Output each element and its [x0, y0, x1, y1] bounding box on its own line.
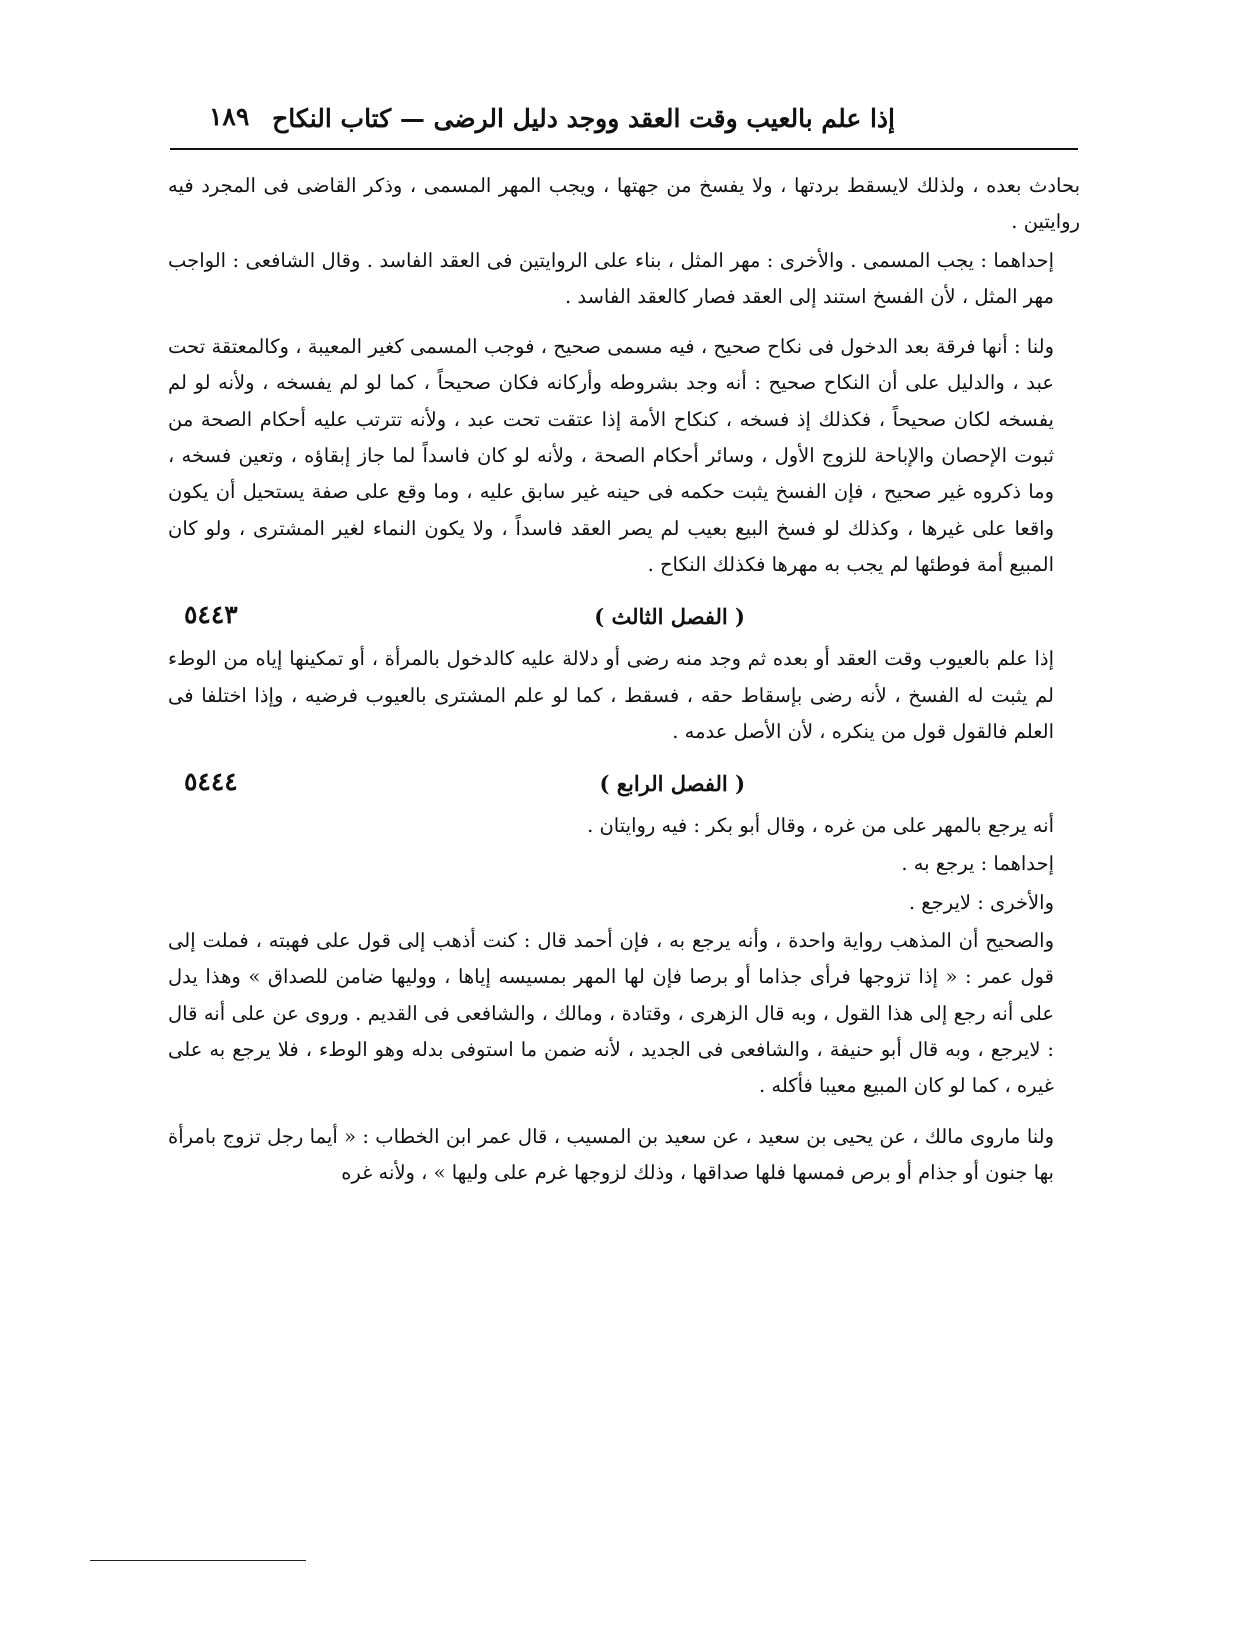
paragraph: ولنا ماروى مالك ، عن يحيى بن سعيد ، عن سعيد بن المسيب ، قال عمر ابن الخطاب : « أيما رجل تزوج بامرأة بها جنون أو جذام أو برص فمسها فلها صداقها ، وذلك لزوجها غرم على وليها » ، ولأنه غره — [168, 1124, 1054, 1184]
section-title: ( الفصل الرابع ) — [599, 771, 745, 797]
section-title: ( الفصل الثالث ) — [594, 604, 745, 630]
text-line: إحداهما : يرجع به . — [901, 852, 1054, 876]
text-line: والأخرى : لايرجع . — [908, 890, 1054, 914]
page-number: ١٨٩ — [209, 102, 250, 131]
body-text — [168, 168, 1080, 1205]
paragraph: إذا علم بالعيوب وقت العقد أو بعده ثم وجد منه رضى أو دلالة عليه كالدخول بالمرأة ، أو تمكينها إياه من الوطء لم يثبت له الفسخ ، لأنه رضى بإسقاط حقه ، فسقط ، كما لو علم المشترى بالعيوب فرضيه ، وإذا اختلفا فى العلم فالقول قول من ينكره ، لأن الأصل عدمه . — [168, 647, 1054, 743]
running-title: إذا علم بالعيب وقت العقد ووجد دليل الرضى — كتاب النكاح — [272, 104, 895, 133]
paragraph: والصحيح أن المذهب رواية واحدة ، وأنه يرجع به ، فإن أحمد قال : كنت أذهب إلى قول على فهبته ، فملت إلى قول عمر : « إذا تزوجها فرأى جذاما أو برصا فإن لها المهر بمسيسه إياها ، ووليها ضامن للصداق » وهذا يدل على أنه رجع إلى هذا القول ، وبه قال الزهرى ، وقتادة ، ومالك ، والشافعى فى القديم . وروى عن على أنه قال : لايرجع ، وبه قال أبو حنيفة ، والشافعى فى الجديد ، لأنه ضمن ما استوفى بدله وهو الوطء ، فلا يرجع به على غيره ، كما لو كان المبيع معيبا فأكله . — [168, 929, 1054, 1098]
section-number: ٥٤٤٤ — [184, 767, 238, 797]
paragraph: إحداهما : يجب المسمى . والأخرى : مهر المثل ، بناء على الروايتين فى العقد الفاسد . وقال الشافعى : الواجب مهر المثل ، لأن الفسخ استند إلى العقد فصار كالعقد الفاسد . — [168, 248, 1054, 308]
text-line: أنه يرجع بالمهر على من غره ، وقال أبو بكر : فيه روايتان . — [587, 814, 1054, 838]
section-heading-3 — [168, 597, 1080, 635]
section-heading-4 — [168, 764, 1080, 802]
header-rule — [170, 148, 1078, 150]
running-head — [195, 98, 895, 144]
section-number: ٥٤٤٣ — [184, 600, 238, 630]
paragraph: ولنا : أنها فرقة بعد الدخول فى نكاح صحيح ، فيه مسمى صحيح ، فوجب المسمى كغير المعيبة ، وكالمعتقة تحت عبد ، والدليل على أن النكاح صحيح : أنه وجد بشروطه وأركانه فكان صحيحاً ، كما لو لم يفسخه ، ولأنه لو لم يفسخه لكان صحيحاً ، فكذلك إذ فسخه ، كنكاح الأمة إذا عتقت تحت عبد ، ولأنه تترتب عليه أحكام الصحة من ثبوت الإحصان والإباحة للزوج الأول ، وسائر أحكام الصحة ، ولأنه لو كان فاسداً لما جاز إبقاؤه ، وتعين فسخه ، وما ذكروه غير صحيح ، فإن الفسخ يثبت حكمه فى حينه غير سابق عليه ، وما وقع على صفة يستحيل أن يكون واقعا على غيرها ، وكذلك لو فسخ البيع بعيب لم يصر العقد فاسداً ، ولا يكون النماء لغير المشترى ، ولو كان المبيع أمة فوطئها لم يجب به مهرها فكذلك النكاح . — [168, 335, 1054, 576]
paragraph: بحادث بعده ، ولذلك لايسقط بردتها ، ولا يفسخ من جهتها ، ويجب المهر المسمى ، وذكر القاضى فى المجرد فيه روايتين . — [168, 174, 1080, 234]
footnote-rule — [90, 1560, 306, 1561]
